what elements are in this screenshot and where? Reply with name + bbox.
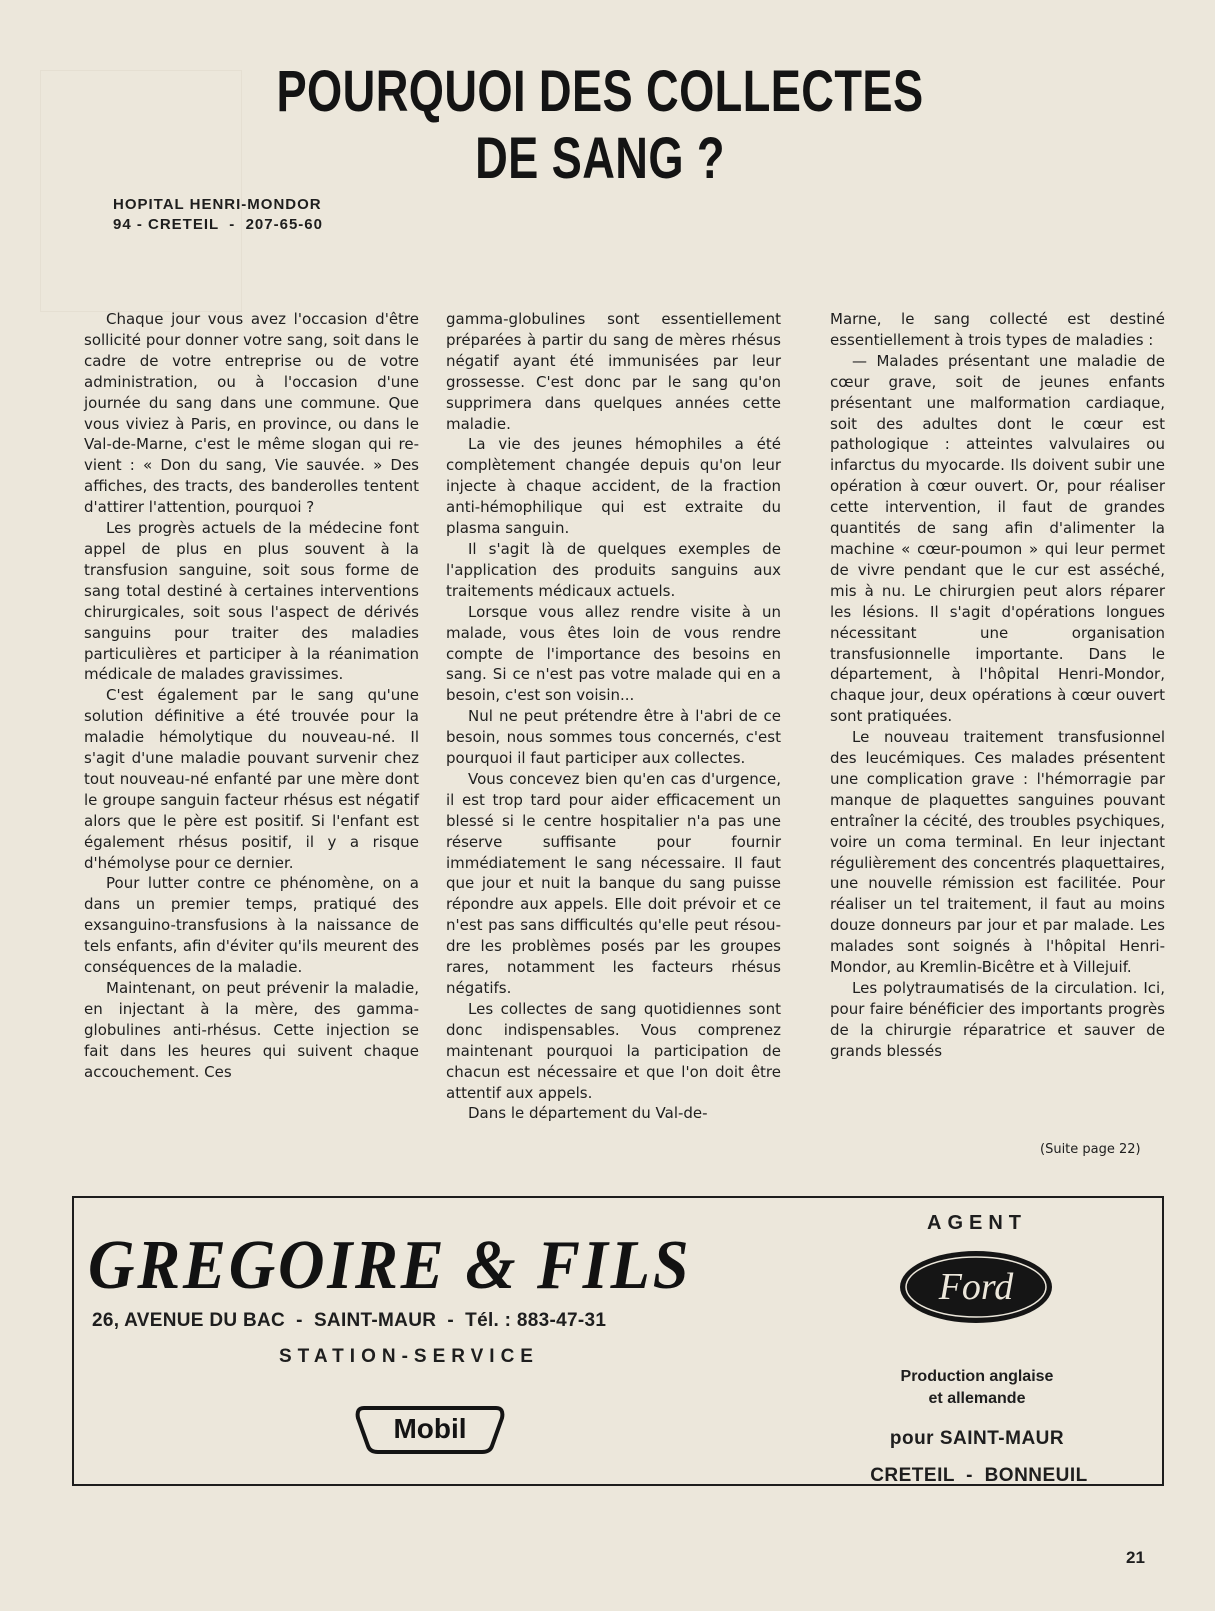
paragraph: Les progrès actuels de la médecine font appel de plus en plus souvent à la transfusion sanguine, soit sous forme de sang total destiné à certaines interventions chirurgicales, soit sous l'aspect de dérivés sanguins pour traiter des maladies particulières et participer à la réanimation médicale de malades gravissimes.: [84, 519, 419, 684]
advert-station-service: STATION-SERVICE: [279, 1346, 539, 1367]
hospital-info: [113, 195, 323, 235]
article-title: POURQUOI DES COLLECTES DE SANG ?: [276, 59, 924, 191]
advert-production: [852, 1366, 1102, 1410]
ford-logo-text: Ford: [938, 1266, 1014, 1308]
paragraph: Pour lutter contre ce phénomène, on a dans un premier temps, pratiqué des exsanguino-transfusions à la naissance de tels enfants, afin d'éviter qu'ils meurent des conséquences de la maladie.: [84, 874, 419, 977]
mobil-logo: [354, 1400, 506, 1458]
ford-logo: [896, 1247, 1056, 1327]
paragraph-continued: gamma-globulines sont essentiellement préparées à partir du sang de mères rhésus négatif ayant été immunisées par leur grossesse. C'est donc par le sang qu'on supprimera dans quelques années cette maladie.: [446, 310, 781, 433]
advertisement-box: [72, 1196, 1164, 1486]
paragraph: — Malades présentant une maladie de cœur grave, soit de jeunes enfants présentant une malformation cardiaque, soit des adultes dont le cœur est pathologique : atteintes valvulaires ou infarctus du myocarde. Ils doivent subir une opération à cœur ouvert. Or, pour réaliser cette intervention, il faut de grandes quantités de sang afin d'alimenter la machine « cœur-poumon » qui leur permet de vivre pendant que le cur est asséché, mis à nu. Le chirurgien peut alors réparer les lésions. Il s'agit d'opérations longues nécessitant une organisation transfusionnelle importante. Dans le département, à l'hôpital Henri-Mondor, chaque jour, deux opérations à cœur ouvert sont pratiquées.: [830, 351, 1165, 726]
advert-towns: CRETEIL - BONNEUIL: [870, 1465, 1088, 1486]
show-through-left: [40, 70, 242, 312]
paragraph: Il s'agit là de quelques exemples de l'application des produits sanguins aux traitements médicaux actuels.: [446, 539, 781, 600]
paragraph: Chaque jour vous avez l'occasion d'être sollicité pour donner votre sang, soit dans le cadre de votre entreprise ou de votre administration, ou à l'occasion d'une journée du sang dans une commune. Que vous viviez à Paris, en province, ou dans le Val-de-Marne, c'est le même slogan qui revient : « Don du sang, Vie sauvée. » Des affiches, des tracts, des banderolles tentent d'attirer l'attention, pourquoi ?: [84, 310, 419, 517]
hospital-name: HOPITAL HENRI-MONDOR: [113, 196, 322, 213]
paragraph: C'est également par le sang qu'une solution définitive a été trouvée pour la maladie hémolytique du nouveau-né. Il s'agit d'une maladie pouvant survenir chez tout nouveau-né enfanté par une mère dont le groupe sanguin facteur rhésus est négatif alors que le père est positif. Si l'enfant est également rhésus positif, il y a risque d'hémolyse pour ce dernier.: [84, 686, 419, 872]
page-number: 21: [1126, 1548, 1145, 1567]
advert-brand: GREGOIRE & FILS: [88, 1227, 692, 1304]
article-column-2: [446, 309, 781, 1124]
advert-production-line1: Production anglaise: [900, 1368, 1054, 1385]
article-column-3: [830, 309, 1165, 1062]
paragraph: Le nouveau traitement transfusionnel des leucémiques. Ces malades présentent une complication grave : l'hémorragie par manque de plaquettes sanguines pouvant entraîner la cécité, des troubles psychiques, voire un coma terminal. En leur injectant régulièrement des concentrés plaquettaires, une nouvelle rémission est facilitée. Pour réaliser un tel traitement, il faut au moins douze donneurs par jour et par malade. Les malades sont soignés à l'hôpital Henri-Mondor, au Kremlin-Bicêtre et à Villejuif.: [830, 728, 1165, 977]
paragraph: Nul ne peut prétendre être à l'abri de ce besoin, nous sommes tous concernés, c'est pourquoi il faut participer aux collectes.: [446, 707, 781, 768]
paragraph-continued: Marne, le sang collecté est destiné essentiellement à trois types de maladies :: [830, 310, 1165, 349]
paragraph: La vie des jeunes hémophiles a été complètement changée depuis qu'on leur injecte à chaque accident, de la fraction anti-hémophilique qui est extraite du plasma sanguin.: [446, 435, 781, 538]
hospital-address: 94 - CRETEIL - 207-65-60: [113, 216, 323, 233]
advert-production-line2: et allemande: [928, 1390, 1026, 1407]
advert-address: 26, AVENUE DU BAC - SAINT-MAUR - Tél. : 883-47-31: [92, 1310, 607, 1331]
paragraph: Les polytraumatisés de la circulation. Ici, pour faire bénéficier des importants progrès de la chirurgie réparatrice et sauver de grands blessés: [830, 979, 1165, 1060]
paragraph: Dans le département du Val-de-: [468, 1104, 708, 1123]
mobil-logo-text: Mobil: [393, 1413, 467, 1444]
paragraph: Lorsque vous allez rendre visite à un malade, vous êtes loin de vous rendre compte de l'importance des besoins en sang. Si ce n'est pas votre malade qui en a besoin, c'est son voisin...: [446, 602, 781, 705]
paragraph: Les collectes de sang quotidiennes sont donc indispensables. Vous comprenez maintenant pourquoi la participation de chacun est nécessaire et que l'on doit être attentif aux appels.: [446, 999, 781, 1102]
advert-pour-saint-maur: pour SAINT-MAUR: [889, 1428, 1065, 1449]
article-column-1: [84, 309, 419, 1083]
paragraph: Maintenant, on peut prévenir la maladie, en injectant à la mère, des gamma-globulines anti-rhésus. Cette injection se fait dans les heures qui suivent chaque accouchement. Ces: [84, 979, 419, 1081]
continued-note: (Suite page 22): [1040, 1142, 1141, 1157]
advert-agent-label: AGENT: [927, 1212, 1027, 1234]
paragraph: Vous concevez bien qu'en cas d'urgence, il est trop tard pour aider efficacement un blessé si le centre hospitalier n'a pas une réserve suffisante pour fournir immédiatement le sang nécessaire. Il faut que jour et nuit la banque du sang puisse répondre aux appels. Elle doit prévoir et ce n'est pas sans difficultés qu'elle peut résoudre les problèmes posés par les groupes rares, notamment les facteurs rhésus négatifs.: [446, 769, 781, 997]
